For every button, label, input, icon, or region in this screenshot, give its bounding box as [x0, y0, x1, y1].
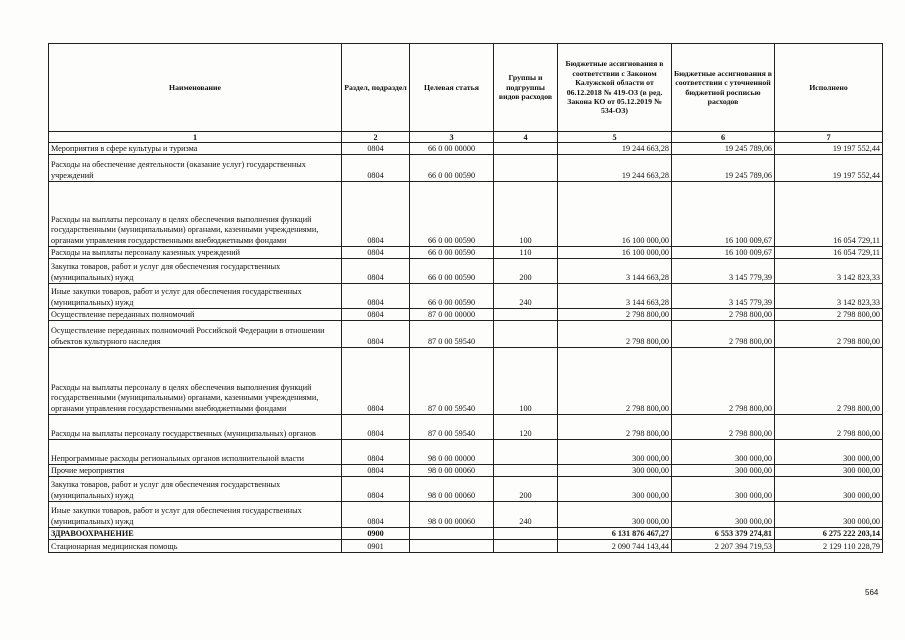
- table-row: [49, 440, 883, 465]
- row-expense-group: 110: [494, 247, 558, 259]
- header-law-allocations: Бюджетные ассигнования в соответствии с Законом Калужской области от 06.12.2018 № 419-ОЗ (в ред. Закона КО от 05.12.2019 № 534-ОЗ): [558, 44, 672, 132]
- row-section: 0901: [342, 540, 410, 553]
- row-law-allocation: 16 100 000,00: [558, 247, 672, 259]
- row-executed: 2 798 800,00: [775, 309, 883, 321]
- row-executed: 300 000,00: [775, 502, 883, 528]
- row-name: Мероприятия в сфере культуры и туризма: [49, 143, 342, 155]
- column-number: 1: [49, 132, 342, 143]
- row-law-allocation: 300 000,00: [558, 502, 672, 528]
- row-roll-allocation: 16 100 009,67: [672, 247, 775, 259]
- row-target-article: 66 0 00 00590: [410, 284, 494, 309]
- row-section: 0804: [342, 502, 410, 528]
- row-name: Стационарная медицинская помощь: [49, 540, 342, 553]
- table-row: [49, 155, 883, 182]
- row-name: Расходы на обеспечение деятельности (оказание услуг) государственных учреждений: [49, 155, 342, 182]
- row-law-allocation: 6 131 876 467,27: [558, 528, 672, 540]
- row-name: Прочие мероприятия: [49, 465, 342, 477]
- row-law-allocation: 3 144 663,28: [558, 259, 672, 284]
- row-target-article: 66 0 00 00000: [410, 143, 494, 155]
- row-expense-group: [494, 309, 558, 321]
- row-target-article: 66 0 00 00590: [410, 155, 494, 182]
- row-section: 0804: [342, 182, 410, 247]
- header-section: Раздел, подраздел: [342, 44, 410, 132]
- row-expense-group: 200: [494, 477, 558, 502]
- row-roll-allocation: 300 000,00: [672, 440, 775, 465]
- row-section: 0804: [342, 321, 410, 348]
- row-expense-group: 100: [494, 348, 558, 415]
- row-name: Непрограммные расходы региональных органов исполнительной власти: [49, 440, 342, 465]
- row-section: 0804: [342, 440, 410, 465]
- row-expense-group: [494, 528, 558, 540]
- row-name: Расходы на выплаты персоналу в целях обеспечения выполнения функций государственными (муниципальными) органами, казенными учреждениями, органами управления государственными внебюджетными фондами: [49, 348, 342, 415]
- header-row: [49, 44, 883, 132]
- row-executed: 3 142 823,33: [775, 259, 883, 284]
- table-row: [49, 182, 883, 247]
- row-section: 0804: [342, 477, 410, 502]
- row-law-allocation: 2 798 800,00: [558, 415, 672, 440]
- row-roll-allocation: 2 207 394 719,53: [672, 540, 775, 553]
- row-target-article: 98 0 00 00000: [410, 440, 494, 465]
- row-executed: 300 000,00: [775, 465, 883, 477]
- row-section: 0804: [342, 348, 410, 415]
- row-law-allocation: 2 090 744 143,44: [558, 540, 672, 553]
- row-expense-group: [494, 540, 558, 553]
- table-row: [49, 259, 883, 284]
- row-expense-group: [494, 465, 558, 477]
- row-law-allocation: 19 244 663,28: [558, 143, 672, 155]
- header-roll-allocations: Бюджетные ассигнования в соответствии с уточненной бюджетной росписью расходов: [672, 44, 775, 132]
- row-target-article: 87 0 00 59540: [410, 415, 494, 440]
- header-name: Наименование: [49, 44, 342, 132]
- row-roll-allocation: 3 145 779,39: [672, 259, 775, 284]
- row-executed: 6 275 222 203,14: [775, 528, 883, 540]
- row-law-allocation: 300 000,00: [558, 465, 672, 477]
- row-law-allocation: 300 000,00: [558, 440, 672, 465]
- row-roll-allocation: 6 553 379 274,81: [672, 528, 775, 540]
- row-executed: 300 000,00: [775, 477, 883, 502]
- row-expense-group: 100: [494, 182, 558, 247]
- row-law-allocation: 2 798 800,00: [558, 348, 672, 415]
- row-executed: 2 798 800,00: [775, 321, 883, 348]
- table-row: [49, 321, 883, 348]
- row-expense-group: [494, 143, 558, 155]
- row-target-article: 66 0 00 00590: [410, 259, 494, 284]
- row-target-article: 66 0 00 00590: [410, 247, 494, 259]
- table-row: [49, 415, 883, 440]
- row-target-article: 66 0 00 00590: [410, 182, 494, 247]
- row-law-allocation: 19 244 663,28: [558, 155, 672, 182]
- row-section: 0804: [342, 143, 410, 155]
- row-executed: 19 197 552,44: [775, 143, 883, 155]
- row-section: 0804: [342, 284, 410, 309]
- row-section: 0804: [342, 247, 410, 259]
- row-expense-group: 240: [494, 284, 558, 309]
- table-row: [49, 348, 883, 415]
- table-row: [49, 143, 883, 155]
- column-number: 7: [775, 132, 883, 143]
- row-name: Расходы на выплаты персоналу в целях обеспечения выполнения функций государственными (муниципальными) органами, казенными учреждениями, органами управления государственными внебюджетными фондами: [49, 182, 342, 247]
- header-target-article: Целевая статья: [410, 44, 494, 132]
- row-roll-allocation: 16 100 009,67: [672, 182, 775, 247]
- row-name: Закупка товаров, работ и услуг для обеспечения государственных (муниципальных) нужд: [49, 259, 342, 284]
- row-target-article: [410, 540, 494, 553]
- row-executed: 300 000,00: [775, 440, 883, 465]
- row-roll-allocation: 2 798 800,00: [672, 309, 775, 321]
- row-executed: 16 054 729,11: [775, 182, 883, 247]
- row-name: Осуществление переданных полномочий Российской Федерации в отношении объектов культурного наследия: [49, 321, 342, 348]
- table-row: [49, 309, 883, 321]
- row-section: 0804: [342, 415, 410, 440]
- column-number: 4: [494, 132, 558, 143]
- row-target-article: 87 0 00 59540: [410, 348, 494, 415]
- table-row: [49, 477, 883, 502]
- row-roll-allocation: 2 798 800,00: [672, 348, 775, 415]
- column-number: 5: [558, 132, 672, 143]
- row-roll-allocation: 19 245 789,06: [672, 143, 775, 155]
- row-law-allocation: 3 144 663,28: [558, 284, 672, 309]
- row-executed: 2 129 110 228,79: [775, 540, 883, 553]
- row-executed: 19 197 552,44: [775, 155, 883, 182]
- column-number: 6: [672, 132, 775, 143]
- table-row: [49, 502, 883, 528]
- row-target-article: 98 0 00 00060: [410, 502, 494, 528]
- row-expense-group: 240: [494, 502, 558, 528]
- row-law-allocation: 300 000,00: [558, 477, 672, 502]
- table-row: [49, 528, 883, 540]
- row-target-article: 98 0 00 00060: [410, 465, 494, 477]
- row-section: 0804: [342, 259, 410, 284]
- row-executed: 3 142 823,33: [775, 284, 883, 309]
- row-expense-group: [494, 440, 558, 465]
- column-number: 2: [342, 132, 410, 143]
- row-roll-allocation: 2 798 800,00: [672, 321, 775, 348]
- budget-execution-table: [48, 43, 883, 553]
- row-name: ЗДРАВООХРАНЕНИЕ: [49, 528, 342, 540]
- table-row: [49, 284, 883, 309]
- row-roll-allocation: 19 245 789,06: [672, 155, 775, 182]
- row-section: 0804: [342, 155, 410, 182]
- row-law-allocation: 16 100 000,00: [558, 182, 672, 247]
- table-row: [49, 465, 883, 477]
- row-roll-allocation: 300 000,00: [672, 502, 775, 528]
- column-number-row: [49, 132, 883, 143]
- row-expense-group: [494, 321, 558, 348]
- row-section: 0900: [342, 528, 410, 540]
- table-row: [49, 540, 883, 553]
- row-section: 0804: [342, 309, 410, 321]
- row-executed: 2 798 800,00: [775, 348, 883, 415]
- row-name: Иные закупки товаров, работ и услуг для обеспечения государственных (муниципальных) нужд: [49, 502, 342, 528]
- page-number: 564: [865, 588, 879, 597]
- table-body: [49, 143, 883, 553]
- row-name: Закупка товаров, работ и услуг для обеспечения государственных (муниципальных) нужд: [49, 477, 342, 502]
- row-expense-group: [494, 155, 558, 182]
- row-executed: 16 054 729,11: [775, 247, 883, 259]
- row-target-article: [410, 528, 494, 540]
- row-law-allocation: 2 798 800,00: [558, 321, 672, 348]
- row-roll-allocation: 300 000,00: [672, 477, 775, 502]
- row-law-allocation: 2 798 800,00: [558, 309, 672, 321]
- row-target-article: 87 0 00 59540: [410, 321, 494, 348]
- row-name: Иные закупки товаров, работ и услуг для обеспечения государственных (муниципальных) нужд: [49, 284, 342, 309]
- row-roll-allocation: 3 145 779,39: [672, 284, 775, 309]
- header-expense-groups: Группы и подгруппы видов расходов: [494, 44, 558, 132]
- header-executed: Исполнено: [775, 44, 883, 132]
- row-executed: 2 798 800,00: [775, 415, 883, 440]
- column-number: 3: [410, 132, 494, 143]
- row-target-article: 87 0 00 00000: [410, 309, 494, 321]
- row-name: Расходы на выплаты персоналу казенных учреждений: [49, 247, 342, 259]
- row-roll-allocation: 300 000,00: [672, 465, 775, 477]
- row-expense-group: 200: [494, 259, 558, 284]
- row-roll-allocation: 2 798 800,00: [672, 415, 775, 440]
- row-target-article: 98 0 00 00060: [410, 477, 494, 502]
- row-section: 0804: [342, 465, 410, 477]
- row-expense-group: 120: [494, 415, 558, 440]
- row-name: Расходы на выплаты персоналу государственных (муниципальных) органов: [49, 415, 342, 440]
- row-name: Осуществление переданных полномочий: [49, 309, 342, 321]
- table-row: [49, 247, 883, 259]
